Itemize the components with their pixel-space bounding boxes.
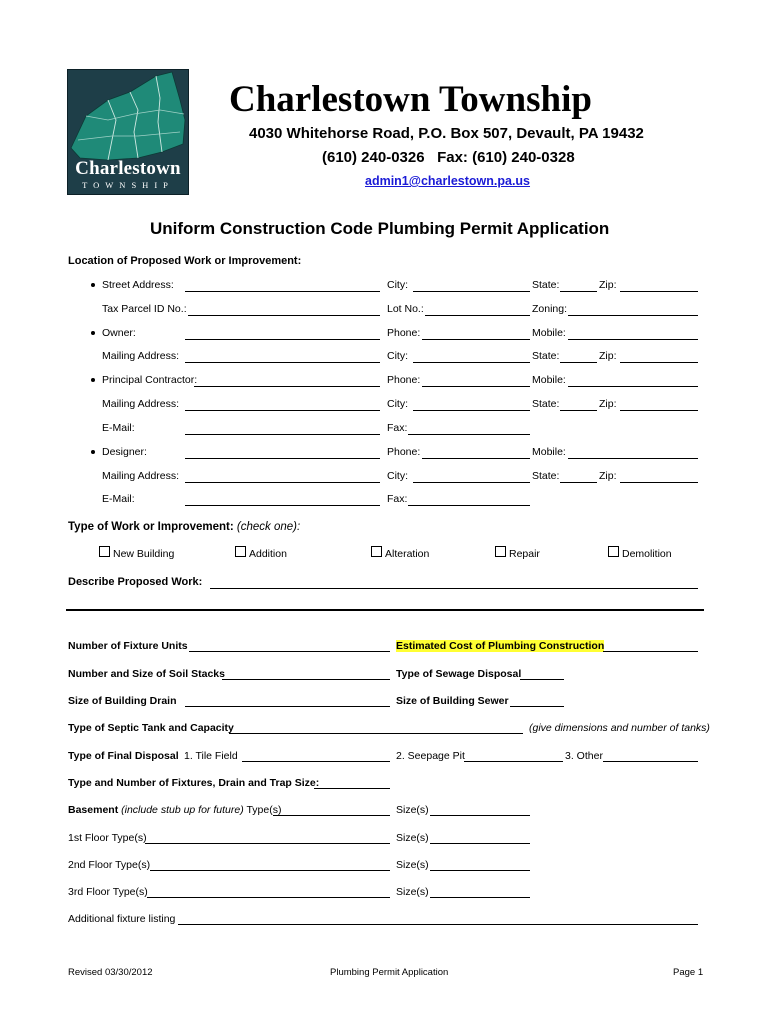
basement-note: (include stub up for future) xyxy=(121,804,244,816)
basement-sizes-field[interactable] xyxy=(430,815,530,816)
other-label: 3. Other xyxy=(565,750,603,762)
designer-city-field[interactable] xyxy=(413,482,530,483)
building-sewer-label: Size of Building Sewer xyxy=(396,695,509,707)
zip-field[interactable] xyxy=(620,291,698,292)
owner-zip-field[interactable] xyxy=(620,362,698,363)
city-field[interactable] xyxy=(413,291,530,292)
third-floor-sizes-field[interactable] xyxy=(430,897,530,898)
designer-email-label: E-Mail: xyxy=(102,493,135,505)
building-sewer-field[interactable] xyxy=(510,706,564,707)
designer-phone-label: Phone: xyxy=(387,446,421,458)
describe-work-label: Describe Proposed Work: xyxy=(68,576,203,588)
owner-mailing-label: Mailing Address: xyxy=(102,350,180,362)
owner-state-field[interactable] xyxy=(560,362,597,363)
owner-state-label: State: xyxy=(532,350,560,362)
additional-fixtures-label: Additional fixture listing xyxy=(68,913,176,925)
addition-checkbox[interactable] xyxy=(235,546,246,557)
third-floor-sizes-label: Size(s) xyxy=(396,886,429,898)
section-divider xyxy=(66,609,704,611)
describe-work-field[interactable] xyxy=(210,588,698,589)
designer-zip-field[interactable] xyxy=(620,482,698,483)
contractor-mailing-field[interactable] xyxy=(185,410,380,411)
street-address-field[interactable] xyxy=(185,291,380,292)
designer-mailing-label: Mailing Address: xyxy=(102,470,180,482)
street-address-label: Street Address: xyxy=(102,279,174,291)
work-type-heading-text: Type of Work or Improvement: xyxy=(68,521,234,533)
owner-mobile-label: Mobile: xyxy=(532,327,566,339)
contractor-fax-label: Fax: xyxy=(387,422,408,434)
first-floor-sizes-field[interactable] xyxy=(430,843,530,844)
zoning-label: Zoning: xyxy=(532,303,568,315)
first-floor-types-field[interactable] xyxy=(145,843,390,844)
second-floor-types-field[interactable] xyxy=(150,870,390,871)
logo-wordmark: Charlestown xyxy=(75,158,181,179)
seepage-pit-field[interactable] xyxy=(464,761,563,762)
logo-subtitle: TOWNSHIP xyxy=(82,180,174,190)
designer-state-field[interactable] xyxy=(560,482,597,483)
final-disposal-label: Type of Final Disposal xyxy=(68,750,179,762)
addition-label: Addition xyxy=(249,548,287,560)
sewage-disposal-label: Type of Sewage Disposal xyxy=(396,668,522,680)
designer-phone-field[interactable] xyxy=(422,458,530,459)
contractor-field[interactable] xyxy=(194,386,380,387)
additional-fixtures-field[interactable] xyxy=(178,924,698,925)
township-logo xyxy=(67,69,189,195)
second-floor-sizes-label: Size(s) xyxy=(396,859,429,871)
contractor-label: Principal Contractor: xyxy=(102,374,198,386)
fixture-units-label: Number of Fixture Units xyxy=(68,640,188,652)
tile-field-label: 1. Tile Field xyxy=(184,750,238,762)
estimated-cost-field[interactable] xyxy=(603,651,698,652)
repair-checkbox[interactable] xyxy=(495,546,506,557)
building-drain-field[interactable] xyxy=(185,706,390,707)
contractor-state-field[interactable] xyxy=(560,410,597,411)
new-building-checkbox[interactable] xyxy=(99,546,110,557)
alteration-checkbox[interactable] xyxy=(371,546,382,557)
designer-fax-field[interactable] xyxy=(408,505,530,506)
owner-label: Owner: xyxy=(102,327,136,339)
work-type-note: (check one): xyxy=(236,521,301,533)
basement-row xyxy=(68,804,281,816)
basement-types-field[interactable] xyxy=(273,815,390,816)
owner-city-label: City: xyxy=(387,350,408,362)
footer-page-number: Page 1 xyxy=(673,967,704,978)
contractor-mobile-field[interactable] xyxy=(568,386,698,387)
designer-mailing-field[interactable] xyxy=(185,482,380,483)
alteration-label: Alteration xyxy=(385,548,430,560)
first-floor-label: 1st Floor Type(s) xyxy=(68,832,147,844)
designer-field[interactable] xyxy=(185,458,380,459)
contractor-phone-field[interactable] xyxy=(422,386,530,387)
designer-city-label: City: xyxy=(387,470,408,482)
basement-types-label: Type(s) xyxy=(246,804,282,816)
owner-field[interactable] xyxy=(185,339,380,340)
owner-mailing-field[interactable] xyxy=(185,362,380,363)
contractor-zip-field[interactable] xyxy=(620,410,698,411)
sewage-disposal-field[interactable] xyxy=(520,679,564,680)
designer-label: Designer: xyxy=(102,446,147,458)
contractor-zip-label: Zip: xyxy=(599,398,617,410)
tax-parcel-label: Tax Parcel ID No.: xyxy=(102,303,187,315)
demolition-checkbox[interactable] xyxy=(608,546,619,557)
designer-mobile-field[interactable] xyxy=(568,458,698,459)
zip-label: Zip: xyxy=(599,279,617,291)
zoning-field[interactable] xyxy=(568,315,698,316)
second-floor-label: 2nd Floor Type(s) xyxy=(68,859,151,871)
estimated-cost-label: Estimated Cost of Plumbing Construction xyxy=(396,640,605,652)
footer-title: Plumbing Permit Application xyxy=(330,967,449,978)
state-label: State: xyxy=(532,279,560,291)
contractor-email-field[interactable] xyxy=(185,434,380,435)
soil-stacks-label: Number and Size of Soil Stacks xyxy=(68,668,225,680)
basement-label: Basement xyxy=(68,804,119,816)
second-floor-sizes-field[interactable] xyxy=(430,870,530,871)
fixtures-heading: Type and Number of Fixtures, Drain and Trap Size: xyxy=(68,777,320,789)
repair-label: Repair xyxy=(509,548,540,560)
septic-tank-field[interactable] xyxy=(229,733,523,734)
bullet xyxy=(91,331,95,335)
contractor-phone-label: Phone: xyxy=(387,374,421,386)
owner-city-field[interactable] xyxy=(413,362,530,363)
city-label: City: xyxy=(387,279,408,291)
location-heading: Location of Proposed Work or Improvement: xyxy=(68,255,302,267)
designer-email-field[interactable] xyxy=(185,505,380,506)
designer-state-label: State: xyxy=(532,470,560,482)
owner-phone-field[interactable] xyxy=(422,339,530,340)
contractor-state-label: State: xyxy=(532,398,560,410)
septic-note: (give dimensions and number of tanks) xyxy=(529,722,710,734)
first-floor-sizes-label: Size(s) xyxy=(396,832,429,844)
building-drain-label: Size of Building Drain xyxy=(68,695,177,707)
designer-fax-label: Fax: xyxy=(387,493,408,505)
township-email-link[interactable]: admin1@charlestown.pa.us xyxy=(365,174,531,188)
septic-tank-label: Type of Septic Tank and Capacity xyxy=(68,722,234,734)
contractor-mailing-label: Mailing Address: xyxy=(102,398,180,410)
tile-field-field[interactable] xyxy=(242,761,390,762)
contractor-mobile-label: Mobile: xyxy=(532,374,566,386)
fixtures-count-field[interactable] xyxy=(314,788,390,789)
demolition-label: Demolition xyxy=(622,548,672,560)
other-field[interactable] xyxy=(603,761,698,762)
township-phone-fax: (610) 240-0326 Fax: (610) 240-0328 xyxy=(322,149,575,166)
lot-no-label: Lot No.: xyxy=(387,303,424,315)
bullet xyxy=(91,283,95,287)
contractor-email-label: E-Mail: xyxy=(102,422,135,434)
footer-revised: Revised 03/30/2012 xyxy=(68,967,153,978)
state-field[interactable] xyxy=(560,291,597,292)
page-title: Charlestown Township xyxy=(229,79,592,120)
new-building-label: New Building xyxy=(113,548,175,560)
contractor-fax-field[interactable] xyxy=(408,434,530,435)
work-type-heading xyxy=(68,521,300,533)
third-floor-label: 3rd Floor Type(s) xyxy=(68,886,148,898)
contractor-city-field[interactable] xyxy=(413,410,530,411)
owner-phone-label: Phone: xyxy=(387,327,421,339)
owner-zip-label: Zip: xyxy=(599,350,617,362)
third-floor-types-field[interactable] xyxy=(147,897,390,898)
basement-sizes-label: Size(s) xyxy=(396,804,429,816)
designer-zip-label: Zip: xyxy=(599,470,617,482)
bullet xyxy=(91,378,95,382)
seepage-pit-label: 2. Seepage Pit xyxy=(396,750,465,762)
fixture-units-field[interactable] xyxy=(189,651,390,652)
township-address: 4030 Whitehorse Road, P.O. Box 507, Devault, PA 19432 xyxy=(249,125,644,142)
soil-stacks-field[interactable] xyxy=(222,679,390,680)
tax-parcel-field[interactable] xyxy=(188,315,380,316)
contractor-city-label: City: xyxy=(387,398,408,410)
lot-no-field[interactable] xyxy=(425,315,530,316)
designer-mobile-label: Mobile: xyxy=(532,446,566,458)
form-title: Uniform Construction Code Plumbing Permit Application xyxy=(150,219,610,238)
owner-mobile-field[interactable] xyxy=(568,339,698,340)
bullet xyxy=(91,450,95,454)
